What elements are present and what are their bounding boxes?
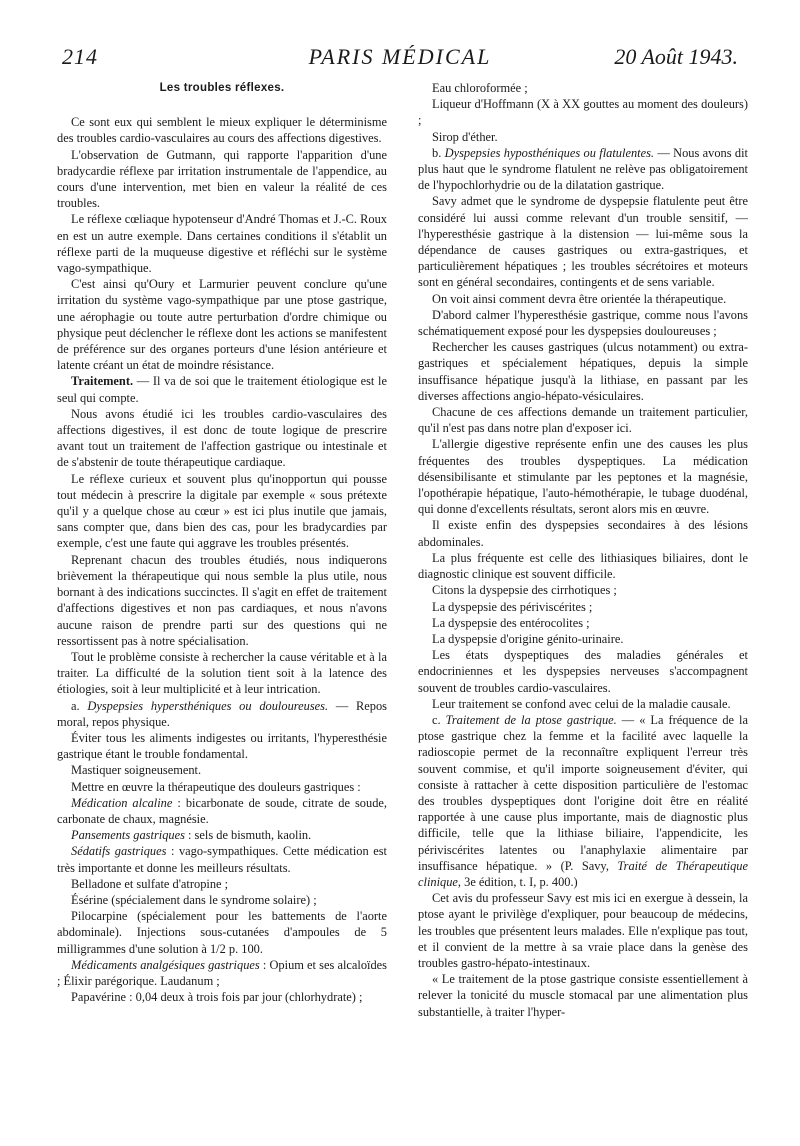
paragraph-text: — « La fréquence de la ptose gastrique chez la femme et la facilité avec laquelle la radioscopie permet de la reconnaître expliquent l'erreur très souvent commise, et qu'il importe soigneusement d'éviter, qui consiste à rattacher à cette disposition particulière de l'estomac des troubles dyspeptiques dont l'origine doit être en réalité rapportée à une cause plus importante, mais de diagnostic plus difficile, telle que la lithiase biliaire, l'appendicite, les périviscérites latentes ou l'anaphylaxie alimentaire par insuffisance hépatique. » (P. Savy, [418,712,748,873]
paragraph: Papavérine : 0,04 deux à trois fois par jour (chlorhydrate) ; [71,990,363,1005]
right-column [418,80,748,1130]
term: Médication alcaline [71,795,173,810]
paragraph: La dyspepsie des périviscérites ; [432,599,593,614]
book-title: Traité de Thérapeutique clinique [418,858,748,889]
paragraph: Pilocarpine (spécialement pour les battements de l'aorte abdominale). Injections sous-cutanées d'ampoules de 5 milligrammes d'une solution à 1/2 p. 100. [57,909,387,956]
paragraph: On voit ainsi comment devra être orientée la thérapeutique. [432,291,727,306]
list-marker: a. [71,698,88,713]
paragraph: Il existe enfin des dyspepsies secondaires à des lésions abdominales. [418,518,748,549]
subsection-title: Dyspepsies hypersthéniques ou douloureuses. [87,698,329,713]
treatment-label: Traitement. [71,374,134,389]
term: Pansements gastriques [71,828,185,843]
paragraph: Mettre en œuvre la thérapeutique des douleurs gastriques : [71,779,361,794]
paragraph: Les états dyspeptiques des maladies générales et endocriniennes et les dyspepsies nerveuses s'accompagnent souvent de troubles cardio-vasculaires. [418,648,748,695]
paragraph: Rechercher les causes gastriques (ulcus notamment) ou extra-gastriques et spécialement hépatiques, depuis la simple insuffisance hépatique jusqu'à la lithiase, en passant par les diverses affections angio-hépato-vésiculaires. [418,340,748,403]
paragraph-text: : sels de bismuth, kaolin. [184,828,312,843]
paragraph: Eau chloroformée ; [432,81,528,95]
paragraph: Liqueur d'Hoffmann (X à XX gouttes au moment des douleurs) ; [418,97,748,128]
paragraph [418,712,748,890]
paragraph: « Le traitement de la ptose gastrique consiste essentiellement à relever la tonicité du muscle stomacal par une alimentation plus substantielle, à traiter l'hyper- [418,972,748,1019]
paragraph: Belladone et sulfate d'atropine ; [71,876,229,891]
page-header [62,44,738,78]
paragraph: Reprenant chacun des troubles étudiés, nous indiquerons brièvement la thérapeutique qui nous semble la plus utile, nous bornant à des indications succinctes. Il s'agit en effet de traitement d'affections digestives et non pas cardiaques, et nous n'avons aucune raison de prendre parti sur des questions qui ne ressortissent pas à notre spécialisation. [57,552,387,648]
paragraph: La plus fréquente est celle des lithiasiques biliaires, dont le diagnostic clinique est souvent difficile. [418,550,748,582]
page-number: 214 [62,44,98,69]
paragraph: Savy admet que le syndrome de dyspepsie flatulente peut être considéré lui aussi comme relevant d'un trouble sensitif, — l'hyperesthésie gastrique à la distension — lui-même sous la dépendance de causes gastriques ou extra-gastriques, et particulièrement hépatiques ; les troubles sécrétoires et moteurs sont en général secondaires, contingents et de sens variable. [418,194,748,290]
list-marker: c. [432,712,446,727]
paragraph: C'est ainsi qu'Oury et Larmurier peuvent conclure qu'une irritation du système vago-sympathique par une ptose gastrique, une aérophagie ou toute autre perturbation d'ordre chimique ou physique peut déclencher le réflexe dont les actions se manifestent de préférence sur des organes porteurs d'une lésion antérieure et latente créant un état de moindre résistance. [57,277,387,373]
paragraph [57,827,387,843]
paragraph: Tout le problème consiste à rechercher la cause véritable et à la traiter. La difficulté de la solution tient soit à la latence des étiologies, soit à leur multiplicité et à leur intrication. [57,649,387,697]
issue-date: 20 Août 1943. [614,44,738,69]
term: Médicaments analgésiques gastriques [71,957,260,972]
paragraph-text: — Nous avons dit plus haut que le syndrome flatulent ne relève pas obligatoirement de l'hypochlorhydrie ou de la dilatation gastrique. [418,145,748,193]
paragraph: La dyspepsie d'origine génito-urinaire. [432,631,624,646]
paragraph [57,795,387,827]
term: Sédatifs gastriques [71,844,167,859]
list-marker: b. [432,145,445,160]
left-column [57,80,387,1130]
paragraph: Le réflexe curieux et souvent plus qu'inopportun qui pousse tout médecin à prescrire la digitale par exemple « sous prétexte qu'il y a quelque chose au cœur » est ici plus inutile que jamais, sans compter que, dans bien des cas, pour les bradycardies par exemple, c'est une faute qui aggrave les troubles présentés. [57,471,387,551]
paragraph [57,373,387,405]
paragraph: Nous avons étudié ici les troubles cardio-vasculaires des affections digestives, il est donc de toute logique de prescrire avant tout un traitement de l'affection gastrique ou intestinale et de s'abstenir de toute thérapeutique cardiaque. [57,406,387,470]
paragraph: Ce sont eux qui semblent le mieux expliquer le déterminisme des troubles cardio-vasculaires au cours des affections digestives. [57,115,387,146]
paragraph [57,957,387,989]
paragraph-text: — Repos moral, repos physique. [57,698,387,729]
subsection-title: Traitement de la ptose gastrique. [445,712,617,727]
paragraph [57,843,387,875]
section-heading: Les troubles réflexes. [159,82,285,94]
paragraph: Le réflexe cœliaque hypotenseur d'André Thomas et J.-C. Roux en est un autre exemple. Dans certaines conditions il s'établit un réflexe parti de la muqueuse digestive et réfléchi sur le système vago-sympathique. [57,212,387,276]
paragraph: Éviter tous les aliments indigestes ou irritants, l'hyperesthésie gastrique étant le trouble fondamental. [57,730,387,762]
paragraph: L'observation de Gutmann, qui rapporte l'apparition d'une bradycardie réflexe par irritation instrumentale de l'appendice, au cours d'une intervention, met bien en valeur la réalité de ces troubles. [57,147,387,211]
paragraph [57,698,387,730]
paragraph: Mastiquer soigneusement. [71,763,202,778]
paragraph [418,145,748,194]
paragraph: Leur traitement se confond avec celui de la maladie causale. [432,696,731,711]
paragraph-text: : Opium et ses alcaloïdes ; Élixir parégorique. Laudanum ; [57,957,387,988]
paragraph: Sirop d'éther. [432,129,498,144]
paragraph-text: : bicarbonate de soude, citrate de soude, carbonate de chaux, magnésie. [57,795,387,826]
journal-title: PARIS MÉDICAL [308,44,492,69]
paragraph: D'abord calmer l'hyperesthésie gastrique, comme nous l'avons schématiquement exposé pour les dyspepsies douloureuses ; [418,307,748,339]
subsection-title: Dyspepsies hyposthéniques ou flatulentes. [444,145,654,160]
paragraph: Cet avis du professeur Savy est mis ici en exergue à dessein, la ptose ayant le privilège d'expliquer, pour beaucoup de médecins, les troubles que présentent leurs malades. Elle n'explique pas tout, et il convient de la mettre à sa vraie place dans la genèse des troubles gastro-hépato-intestinaux. [418,891,748,970]
paragraph: Chacune de ces affections demande un traitement particulier, qu'il n'est pas dans notre plan d'exposer ici. [418,405,748,436]
citation-text: , 3e édition, t. I, p. 400.) [457,874,578,889]
paragraph: L'allergie digestive représente enfin une des causes les plus fréquentes des troubles dyspeptiques. La médication désensibilisante et stimulante par les peptones et la magnésie, l'opothérapie hépatique, l'auto-hémothérapie, le tubage duodénal, qui donne d'excellents résultats, seront alors mis en œuvre. [418,437,748,517]
paragraph: Ésérine (spécialement dans le syndrome solaire) ; [71,892,317,907]
paragraph: La dyspepsie des entérocolites ; [432,615,590,630]
paragraph-text: : vago-sympathiques. Cette médication est très importante et donne les meilleurs résultats. [57,844,387,875]
paragraph: Citons la dyspepsie des cirrhotiques ; [432,583,617,598]
paragraph-text: — Il va de soi que le traitement étiologique est le seul qui compte. [57,374,387,405]
